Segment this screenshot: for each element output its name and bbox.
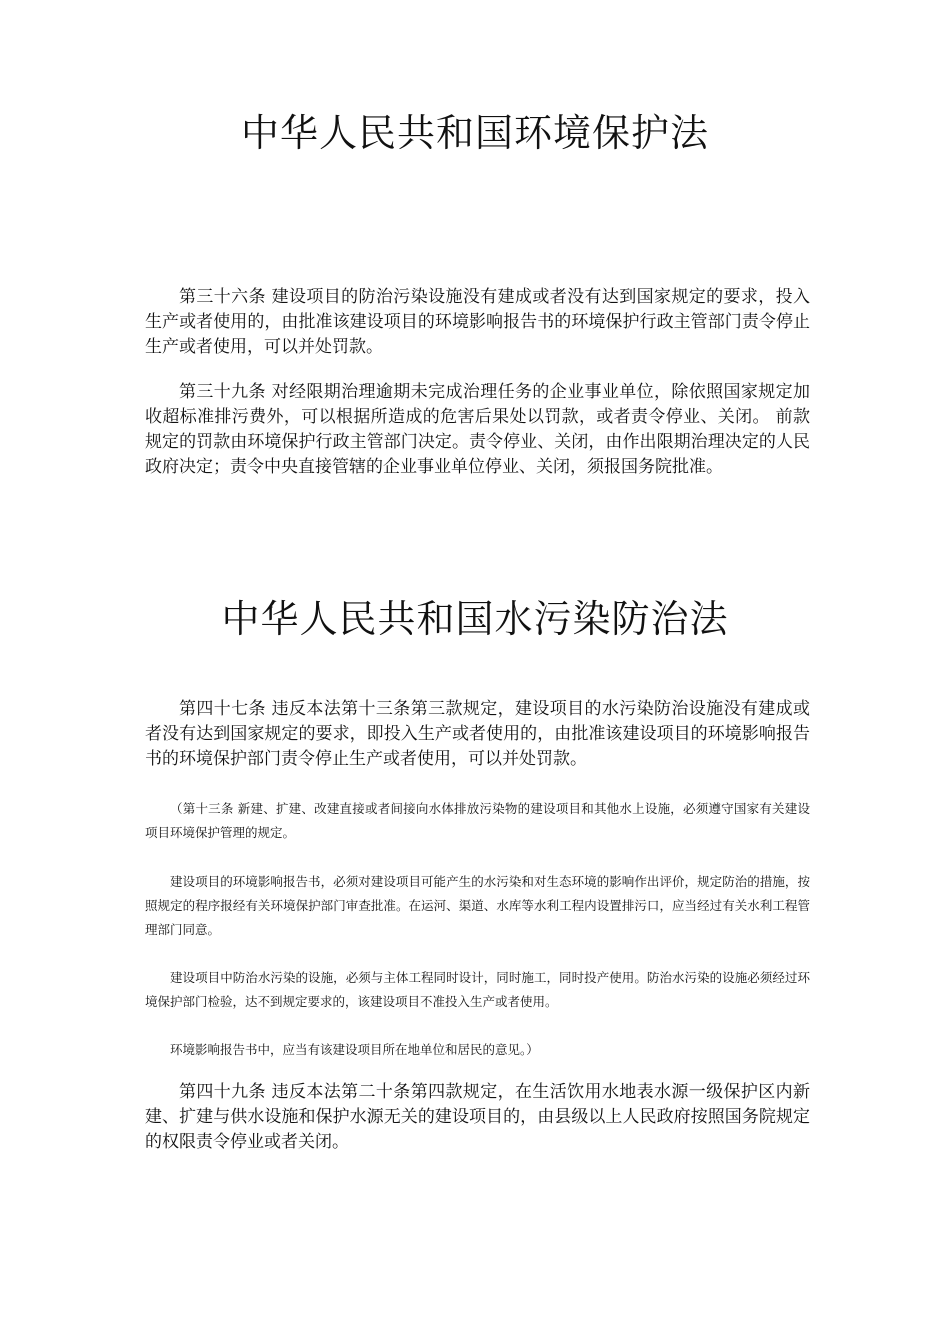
note-article-13: （第十三条 新建、扩建、改建直接或者间接向水体排放污染物的建设项目和其他水上设施，必须遵守国家有关建设项目环境保护管理的规定。 xyxy=(145,801,810,840)
article-49: 第四十九条 违反本法第二十条第四款规定，在生活饮用水地表水源一级保护区内新建、扩建与供水设施和保护水源无关的建设项目的，由县级以上人民政府按照国务院规定的权限责令停业或者关闭。 xyxy=(145,1082,810,1152)
title-water-pollution-law: 中华人民共和国水污染防治法 xyxy=(221,597,729,641)
note-eia-report: 建设项目的环境影响报告书，必须对建设项目可能产生的水污染和对生态环境的影响作出评价，规定防治的措施，按照规定的程序报经有关环境保护部门审查批准。在运河、渠道、水库等水利工程内设置排污口，应当经过有关水利工程管理部门同意。 xyxy=(145,874,810,937)
note-residents-opinion: 环境影响报告书中，应当有该建设项目所在地单位和居民的意见。） xyxy=(170,1042,539,1057)
title-environmental-protection-law: 中华人民共和国环境保护法 xyxy=(240,111,709,155)
article-47: 第四十七条 违反本法第十三条第三款规定，建设项目的水污染防治设施没有建成或者没有达到国家规定的要求，即投入生产或者使用的，由批准该建设项目的环境影响报告书的环境保护部门责令停止生产或者使用，可以并处罚款。 xyxy=(145,699,810,769)
article-39: 第三十九条 对经限期治理逾期未完成治理任务的企业事业单位，除依照国家规定加收超标准排污费外，可以根据所造成的危害后果处以罚款，或者责令停业、关闭。 前款规定的罚款由环境保护行政主管部门决定。责令停业、关闭，由作出限期治理决定的人民政府决定；责令中央直接管辖的企业事业单位停业、关闭，须报国务院批准。 xyxy=(145,382,810,477)
note-pollution-facilities: 建设项目中防治水污染的设施，必须与主体工程同时设计，同时施工，同时投产使用。防治水污染的设施必须经过环境保护部门检验，达不到规定要求的，该建设项目不准投入生产或者使用。 xyxy=(145,970,810,1009)
article-36: 第三十六条 建设项目的防治污染设施没有建成或者没有达到国家规定的要求，投入生产或者使用的，由批准该建设项目的环境影响报告书的环境保护行政主管部门责令停止生产或者使用，可以并处罚款。 xyxy=(145,287,810,357)
